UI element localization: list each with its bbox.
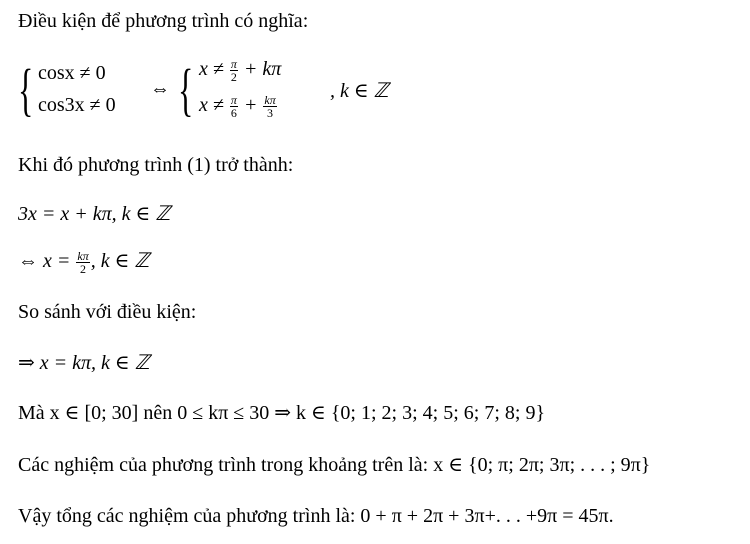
equation-2: ⇔ x = $\frac{k\pi}{2}$ , k ∈ ℤ (18, 248, 150, 276)
cond-right-row-1: x ≠ $\frac{\pi}{2}$ + kπ (199, 57, 282, 84)
range-statement: Mà x ∈ [0; 30] nên 0 ≤ kπ ≤ 30 ⇒ k ∈ {0; 1; 2; 3; 4; 5; 6; 7; 8; 9} (18, 402, 546, 424)
cond-tail: , k ∈ ℤ (330, 80, 389, 102)
sum-statement: Vậy tổng các nghiệm của phương trình là: 0 + π + 2π + 3π+. . . +9π = 45π. (18, 505, 614, 527)
solutions-statement: Các nghiệm của phương trình trong khoảng trên là: x ∈ {0; π; 2π; 3π; . . . ; 9π} (18, 454, 651, 476)
equivalence-symbol: ⇔ (150, 78, 170, 100)
compare-text: So sánh với điều kiện: (18, 301, 197, 323)
transition-text: Khi đó phương trình (1) trở thành: (18, 154, 294, 176)
equation-3: ⇒ x = kπ, k ∈ ℤ (18, 352, 150, 374)
left-brace: { (18, 57, 34, 122)
intro-text: Điều kiện để phương trình có nghĩa: (18, 10, 309, 32)
cond-right-row-2: x ≠ $\frac{\pi}{6}$ + $\frac{k\pi}{3}$ (199, 93, 276, 120)
equation-1: 3x = x + kπ, k ∈ ℤ (18, 203, 171, 225)
cond-left-row-2: cos3x ≠ 0 (38, 94, 116, 116)
right-brace: { (178, 57, 194, 122)
cond-left-row-1: cosx ≠ 0 (38, 62, 106, 84)
